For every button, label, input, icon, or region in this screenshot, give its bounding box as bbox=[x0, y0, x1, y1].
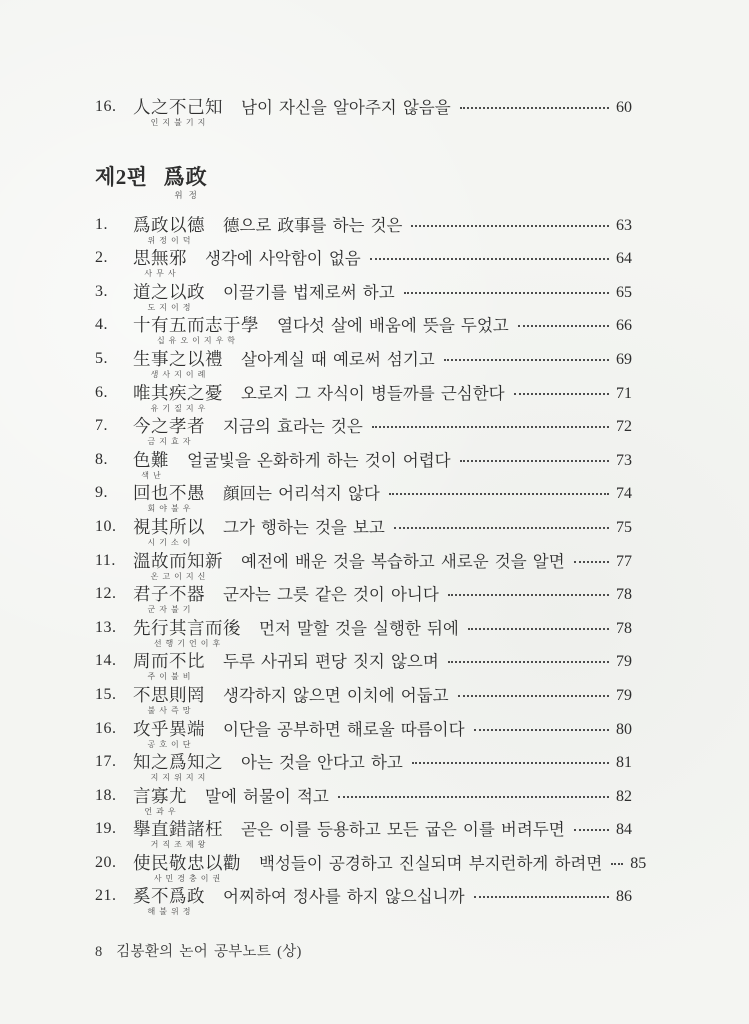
toc-entry bbox=[95, 248, 632, 282]
section-title-ruby: 위정 bbox=[174, 189, 203, 200]
hanzi-phrase-block bbox=[133, 819, 223, 850]
entry-number: 20. bbox=[95, 853, 117, 871]
hangul-reading: 사민경충이권 bbox=[153, 873, 225, 883]
entry-description: 열다섯 살에 배움에 뜻을 두었고 bbox=[277, 316, 509, 336]
hanzi-phrase-block bbox=[133, 416, 205, 447]
toc-entry bbox=[95, 383, 632, 417]
entry-page-number: 65 bbox=[616, 283, 632, 301]
entry-number: 2. bbox=[95, 249, 108, 267]
toc-entry bbox=[95, 651, 632, 685]
entry-description: 지금의 효라는 것은 bbox=[223, 417, 363, 437]
entry-page-number: 80 bbox=[616, 720, 632, 738]
hanzi-phrase-block bbox=[133, 551, 223, 582]
hanzi-phrase-block bbox=[133, 248, 187, 279]
entry-description: 어찌하여 정사를 하지 않으십니까 bbox=[223, 887, 465, 907]
toc-entry bbox=[95, 97, 632, 131]
section-label: 제2편 bbox=[95, 164, 148, 189]
hanzi-phrase-block bbox=[133, 97, 223, 128]
toc-entry bbox=[95, 551, 632, 585]
dot-leader bbox=[412, 762, 609, 764]
dot-leader bbox=[338, 796, 609, 798]
entry-number: 7. bbox=[95, 417, 108, 435]
entry-page-number: 64 bbox=[616, 250, 632, 268]
toc-entry bbox=[95, 349, 632, 383]
hanzi-phrase: 攻乎異端 bbox=[133, 718, 205, 739]
toc-entry-list bbox=[95, 214, 647, 920]
toc-entry bbox=[95, 584, 632, 618]
hanzi-phrase-block bbox=[133, 618, 241, 649]
dot-leader bbox=[474, 896, 609, 898]
hanzi-phrase: 爲政以德 bbox=[133, 214, 205, 235]
hangul-reading: 시기소이 bbox=[147, 537, 195, 547]
entry-number: 21. bbox=[95, 887, 117, 905]
hanzi-phrase-block bbox=[133, 349, 223, 380]
dot-leader bbox=[394, 527, 609, 529]
entry-description: 말에 허물이 적고 bbox=[205, 786, 329, 806]
dot-leader bbox=[460, 460, 609, 462]
hangul-reading: 회야불우 bbox=[147, 504, 195, 514]
dot-leader bbox=[411, 225, 609, 227]
toc-entry bbox=[95, 852, 647, 887]
dot-leader bbox=[468, 628, 609, 630]
hangul-reading: 언과우 bbox=[144, 806, 180, 816]
toc-entry bbox=[95, 618, 632, 652]
entry-page-number: 78 bbox=[616, 619, 632, 637]
entry-page-number: 71 bbox=[616, 384, 632, 402]
hanzi-phrase-block bbox=[133, 886, 205, 917]
toc-entry bbox=[95, 819, 632, 853]
entry-number: 13. bbox=[95, 618, 117, 636]
hanzi-phrase-block bbox=[133, 315, 259, 346]
hanzi-phrase: 言寡尤 bbox=[133, 785, 187, 806]
entry-description: 백성들이 공경하고 진실되며 부지런하게 하려면 bbox=[259, 853, 603, 873]
entry-description: 顔回는 어리석지 않다 bbox=[223, 484, 380, 504]
section-title-hanzi: 爲政 bbox=[163, 164, 208, 189]
dot-leader bbox=[458, 695, 609, 697]
hanzi-phrase: 道之以政 bbox=[133, 281, 205, 302]
hanzi-phrase-block bbox=[133, 853, 241, 884]
entry-description: 오로지 그 자식이 병들까를 근심한다 bbox=[241, 383, 505, 403]
entry-number: 4. bbox=[95, 316, 108, 334]
entry-number: 15. bbox=[95, 685, 117, 703]
hangul-reading: 지지위지지 bbox=[150, 773, 210, 783]
hanzi-phrase: 不思則罔 bbox=[133, 684, 205, 705]
hanzi-phrase-block bbox=[133, 786, 187, 817]
dot-leader bbox=[574, 829, 609, 831]
entry-number: 5. bbox=[95, 349, 108, 367]
entry-page-number: 78 bbox=[616, 586, 632, 604]
entry-page-number: 82 bbox=[616, 787, 632, 805]
toc-entry bbox=[95, 483, 632, 517]
entry-description: 생각하지 않으면 이치에 어둡고 bbox=[223, 685, 449, 705]
entry-number: 17. bbox=[95, 753, 117, 771]
entry-number: 14. bbox=[95, 652, 117, 670]
dot-leader bbox=[448, 594, 609, 596]
previous-section-last-entry bbox=[95, 97, 632, 131]
entry-description: 이단을 공부하면 해로울 따름이다 bbox=[223, 719, 465, 739]
hangul-reading: 색난 bbox=[141, 470, 165, 480]
hanzi-phrase: 使民敬忠以勸 bbox=[133, 852, 241, 873]
toc-entry bbox=[95, 450, 632, 484]
hangul-reading: 금지효자 bbox=[147, 437, 195, 447]
hangul-reading: 사무사 bbox=[144, 269, 180, 279]
hangul-reading: 도지이정 bbox=[147, 302, 195, 312]
entry-number: 16. bbox=[95, 719, 117, 737]
hanzi-phrase: 溫故而知新 bbox=[133, 550, 223, 571]
hanzi-phrase: 視其所以 bbox=[133, 516, 205, 537]
hanzi-phrase-block bbox=[133, 651, 205, 682]
toc-entry bbox=[95, 886, 632, 920]
entry-description: 두루 사귀되 편당 짓지 않으며 bbox=[223, 652, 439, 672]
hanzi-phrase: 奚不爲政 bbox=[133, 886, 205, 907]
dot-leader bbox=[389, 493, 609, 495]
dot-leader bbox=[460, 107, 609, 109]
entry-page-number: 75 bbox=[616, 518, 632, 536]
entry-number: 1. bbox=[95, 215, 108, 233]
entry-number: 8. bbox=[95, 450, 108, 468]
hanzi-phrase: 人之不己知 bbox=[133, 97, 223, 117]
hangul-reading: 거직조제왕 bbox=[150, 840, 210, 850]
hanzi-phrase: 今之孝者 bbox=[133, 416, 205, 437]
toc-entry bbox=[95, 315, 632, 349]
hangul-reading: 위정이덕 bbox=[147, 235, 195, 245]
hanzi-phrase-block bbox=[133, 450, 169, 481]
entry-description: 군자는 그릇 같은 것이 아니다 bbox=[223, 585, 439, 605]
toc-entry bbox=[95, 786, 632, 820]
entry-description: 그가 행하는 것을 보고 bbox=[223, 517, 385, 537]
hanzi-phrase: 回也不愚 bbox=[133, 483, 205, 504]
hanzi-phrase-block bbox=[133, 517, 205, 548]
dot-leader bbox=[611, 863, 623, 865]
entry-page-number: 85 bbox=[630, 854, 647, 872]
entry-page-number: 74 bbox=[616, 485, 632, 503]
entry-page-number: 72 bbox=[616, 418, 632, 436]
hanzi-phrase-block bbox=[133, 752, 223, 783]
folio-page-number: 8 bbox=[95, 944, 103, 960]
entry-page-number: 60 bbox=[616, 99, 632, 116]
hangul-reading: 온고이지신 bbox=[150, 571, 210, 581]
dot-leader bbox=[518, 325, 609, 327]
dot-leader bbox=[448, 661, 609, 663]
entry-page-number: 66 bbox=[616, 317, 632, 335]
dot-leader bbox=[370, 258, 609, 260]
entry-number: 9. bbox=[95, 484, 108, 502]
hanzi-phrase: 色難 bbox=[133, 449, 169, 470]
hangul-reading: 해불위정 bbox=[147, 907, 195, 917]
entry-description: 남이 자신을 알아주지 않음을 bbox=[241, 98, 451, 117]
hanzi-phrase: 思無邪 bbox=[133, 248, 187, 269]
entry-number: 19. bbox=[95, 820, 117, 838]
dot-leader bbox=[514, 393, 609, 395]
entry-number: 3. bbox=[95, 282, 108, 300]
toc-entry bbox=[95, 752, 632, 786]
hangul-reading: 유기질지우 bbox=[150, 403, 210, 413]
entry-description: 아는 것을 안다고 하고 bbox=[241, 753, 403, 773]
hanzi-phrase: 先行其言而後 bbox=[133, 617, 241, 638]
entry-page-number: 84 bbox=[616, 821, 632, 839]
hanzi-phrase: 知之爲知之 bbox=[133, 752, 223, 773]
entry-description: 德으로 政事를 하는 것은 bbox=[223, 215, 403, 235]
book-title: 김봉환의 논어 공부노트 (상) bbox=[116, 944, 302, 960]
section-header bbox=[95, 164, 632, 206]
toc-entry bbox=[95, 282, 632, 316]
hangul-reading: 공호이단 bbox=[147, 739, 195, 749]
hangul-reading: 생사지이례 bbox=[150, 369, 210, 379]
hanzi-phrase-block bbox=[133, 383, 223, 414]
dot-leader bbox=[404, 292, 609, 294]
hanzi-phrase-block bbox=[133, 685, 205, 716]
entry-description: 이끌기를 법제로써 하고 bbox=[223, 282, 395, 302]
dot-leader bbox=[444, 359, 609, 361]
hangul-reading: 주이불비 bbox=[147, 672, 195, 682]
entry-description: 얼굴빛을 온화하게 하는 것이 어렵다 bbox=[187, 450, 451, 470]
hangul-reading: 군자불기 bbox=[147, 605, 195, 615]
entry-description: 살아계실 때 예로써 섬기고 bbox=[241, 349, 435, 369]
section-title-phrase bbox=[164, 164, 208, 200]
entry-page-number: 79 bbox=[616, 653, 632, 671]
dot-leader bbox=[574, 561, 609, 563]
entry-number: 16. bbox=[95, 98, 117, 115]
entry-number: 11. bbox=[95, 551, 116, 569]
entry-number: 18. bbox=[95, 786, 117, 804]
hanzi-phrase-block bbox=[133, 282, 205, 313]
entry-page-number: 81 bbox=[616, 754, 632, 772]
entry-description: 예전에 배운 것을 복습하고 새로운 것을 알면 bbox=[241, 551, 565, 571]
hanzi-phrase: 周而不比 bbox=[133, 651, 205, 672]
hanzi-phrase: 生事之以禮 bbox=[133, 348, 223, 369]
dot-leader bbox=[474, 729, 609, 731]
entry-description: 먼저 말할 것을 실행한 뒤에 bbox=[259, 618, 459, 638]
toc-entry bbox=[95, 685, 632, 719]
entry-page-number: 63 bbox=[616, 216, 632, 234]
hangul-reading: 인지불기지 bbox=[150, 118, 210, 127]
hanzi-phrase: 擧直錯諸枉 bbox=[133, 819, 223, 840]
entry-description: 곧은 이를 등용하고 모든 굽은 이를 버려두면 bbox=[241, 820, 565, 840]
entry-number: 12. bbox=[95, 585, 117, 603]
entry-page-number: 79 bbox=[616, 686, 632, 704]
entry-description: 생각에 사악함이 없음 bbox=[205, 249, 361, 269]
toc-entry bbox=[95, 215, 632, 249]
page-footer bbox=[95, 940, 302, 961]
hanzi-phrase-block bbox=[133, 215, 205, 246]
entry-page-number: 86 bbox=[616, 888, 632, 906]
hanzi-phrase: 唯其疾之憂 bbox=[133, 382, 223, 403]
hanzi-phrase-block bbox=[133, 719, 205, 750]
toc-entry bbox=[95, 517, 632, 551]
hanzi-phrase-block bbox=[133, 483, 205, 514]
toc-entry bbox=[95, 719, 632, 753]
table-of-contents bbox=[95, 97, 647, 920]
entry-page-number: 77 bbox=[616, 552, 632, 570]
toc-entry bbox=[95, 416, 632, 450]
entry-number: 10. bbox=[95, 517, 117, 535]
hangul-reading: 불사즉망 bbox=[147, 705, 195, 715]
hangul-reading: 선행기언이후 bbox=[153, 638, 225, 648]
entry-page-number: 69 bbox=[616, 350, 632, 368]
dot-leader bbox=[372, 426, 609, 428]
entry-page-number: 73 bbox=[616, 451, 632, 469]
hanzi-phrase: 君子不器 bbox=[133, 584, 205, 605]
entry-number: 6. bbox=[95, 383, 108, 401]
hanzi-phrase-block bbox=[133, 584, 205, 615]
hanzi-phrase: 十有五而志于學 bbox=[133, 315, 259, 336]
hangul-reading: 십유오이지우학 bbox=[156, 336, 240, 346]
